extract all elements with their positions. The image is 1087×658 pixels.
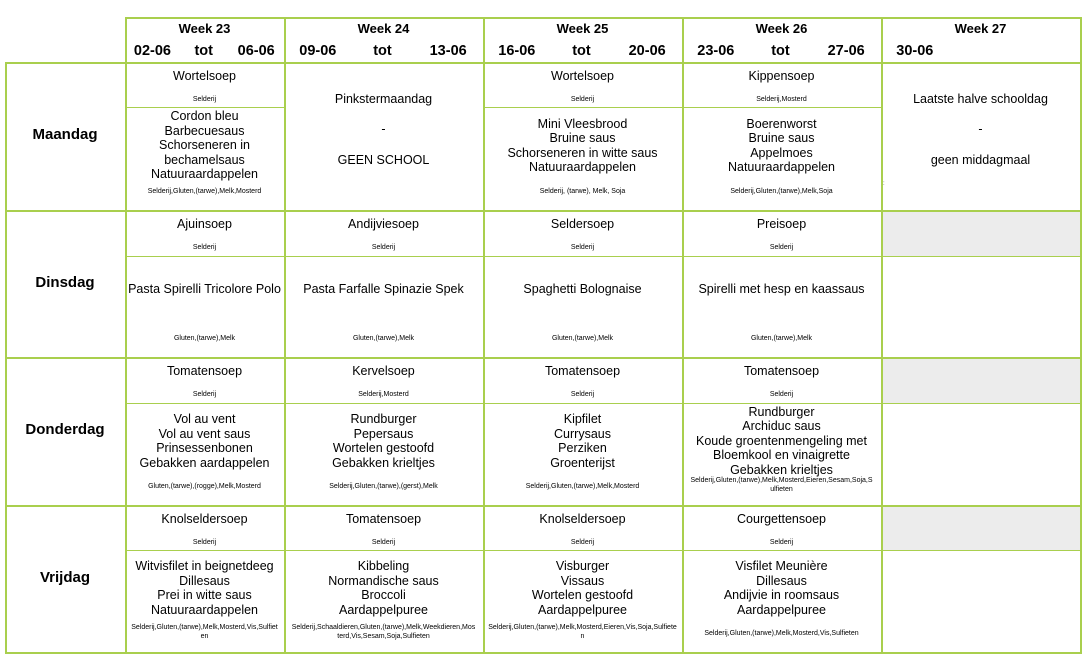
main-allergens: Gluten,(tarwe),Melk: [551, 335, 614, 342]
main-allergens: Selderij, (tarwe), Melk, Soja: [539, 188, 626, 195]
cell-divider: [881, 403, 1080, 404]
cell-divider: [483, 107, 682, 108]
day-label: Donderdag: [25, 421, 105, 438]
soup-allergens: Selderij: [570, 244, 595, 251]
main-dish-line: Gebakken krieltjes: [332, 455, 435, 470]
week-start-date: 02-06: [133, 43, 171, 59]
week-end-date: 13-06: [429, 43, 467, 59]
main-dish-line: Vol au vent: [173, 412, 236, 426]
main-allergens: Gluten,(tarwe),Melk: [173, 335, 236, 342]
cell-divider: [483, 256, 682, 257]
week-tot-label: tot: [373, 43, 392, 59]
empty-cell-shade: [883, 507, 1080, 550]
day-label: Maandag: [32, 126, 98, 143]
main-allergens: Selderij,Gluten,(tarwe),Melk,Mosterd,Eieren,Sesam,Soja,S: [690, 477, 873, 484]
soup-allergens: Selderij: [192, 391, 217, 398]
main-allergens: en: [200, 633, 209, 640]
main-allergens: Gluten,(tarwe),(rogge),Melk,Mosterd: [148, 483, 261, 490]
main-allergens: ulfieten: [770, 486, 793, 493]
cell-divider: [483, 403, 682, 404]
main-allergens: Selderij,Gluten,(tarwe),Melk,Mosterd: [147, 188, 262, 195]
main-dish-line: Vissaus: [560, 573, 605, 588]
empty-cell-shade: [883, 359, 1080, 403]
cell-divider: [284, 256, 483, 257]
soup-name: Knolseldersoep: [161, 512, 248, 526]
soup-allergens: Selderij: [769, 244, 794, 251]
soup-name: Knolseldersoep: [539, 512, 626, 526]
week-start-date: 09-06: [299, 43, 337, 59]
soup-allergens: Selderij,Mosterd: [358, 391, 409, 398]
soup-name: Tomatensoep: [166, 364, 243, 378]
main-allergens: Selderij,Schaaldieren,Gluten,(tarwe),Melk,Weekdieren,Mos: [291, 624, 476, 631]
soup-name: Tomatensoep: [743, 364, 820, 378]
main-dish-line: Natuuraardappelen: [150, 167, 259, 182]
no-school-note: Pinkstermaandag: [334, 92, 433, 106]
cell-divider: [483, 550, 682, 551]
cell-divider: [284, 550, 483, 551]
cell-divider: [682, 550, 881, 551]
main-dish-line: Groenterijst: [550, 455, 615, 470]
main-dish-line: Bloemkool en vinaigrette: [713, 448, 850, 463]
grid-line: [5, 62, 1082, 64]
main-dish-line: Boerenworst: [746, 116, 817, 131]
soup-name: Wortelsoep: [551, 69, 614, 83]
grid-line: [5, 210, 1082, 212]
main-dish-line: Wortelen gestoofd: [332, 441, 435, 455]
main-dish-line: Currysaus: [554, 426, 611, 441]
main-dish-line: Cordon bleu: [170, 109, 239, 124]
cell-divider: [284, 403, 483, 404]
main-dish-line: Appelmoes: [750, 145, 813, 160]
soup-name: Seldersoep: [550, 217, 615, 231]
grid-line: [1080, 17, 1082, 654]
main-dish-line: Archiduc saus: [742, 419, 821, 434]
week-title: Week 23: [178, 21, 231, 36]
soup-allergens: Selderij: [769, 391, 794, 398]
grid-line: [125, 17, 1082, 19]
main-dish-line: Prinsessenbonen: [156, 441, 253, 455]
soup-name: Tomatensoep: [544, 364, 621, 378]
week-start-date: 16-06: [498, 43, 536, 59]
cell-divider: [682, 107, 881, 108]
empty-cell-shade: [883, 212, 1080, 256]
main-dish-line: Spirelli met hesp en kaassaus: [698, 282, 865, 296]
soup-name: Courgettensoep: [737, 512, 826, 526]
grid-line: [5, 652, 1082, 654]
main-dish-line: Kibbeling: [357, 559, 410, 573]
main-dish-line: Kipfilet: [563, 412, 602, 426]
main-dish-line: Visfilet Meunière: [735, 559, 828, 573]
main-dish-line: Perziken: [558, 441, 607, 455]
cell-divider: [125, 107, 284, 108]
cell-divider: [125, 403, 284, 404]
soup-name: Preisoep: [756, 217, 807, 231]
main-allergens: Selderij,Gluten,(tarwe),Melk,Mosterd: [525, 483, 640, 490]
week-tot-label: tot: [572, 43, 591, 59]
main-dish-line: Dillesaus: [179, 573, 230, 588]
main-allergens: Selderij,Gluten,(tarwe),Melk,Mosterd,Eieren,Vis,Soja,Sulfiete: [488, 624, 677, 631]
no-school-note: -: [978, 122, 983, 136]
main-dish-line: Witvisfilet in beignetdeeg: [135, 559, 274, 573]
main-dish-line: Schorseneren in witte saus: [507, 145, 658, 160]
week-tot-label: tot: [194, 43, 213, 59]
soup-allergens: Selderij: [570, 391, 595, 398]
main-allergens: terd,Vis,Sesam,Soja,Sulfieten: [337, 633, 430, 640]
main-dish-line: Natuuraardappelen: [727, 160, 836, 174]
week-title: Week 25: [556, 21, 609, 36]
soup-name: Kervelsoep: [352, 364, 415, 378]
soup-allergens: Selderij: [192, 539, 217, 546]
main-dish-line: Bruine saus: [748, 131, 815, 145]
main-dish-line: Pasta Farfalle Spinazie Spek: [303, 282, 464, 296]
main-dish-line: Rundburger: [748, 404, 815, 419]
main-allergens: Selderij,Gluten,(tarwe),Melk,Mosterd,Vis,Sulfieten: [704, 630, 859, 637]
main-allergens: Selderij,Gluten,(tarwe),(gerst),Melk: [329, 483, 438, 490]
main-dish-line: Aardappelpuree: [538, 602, 627, 617]
soup-allergens: Selderij: [570, 539, 595, 546]
soup-allergens: Selderij: [769, 539, 794, 546]
main-dish-line: Barbecuesaus: [164, 123, 245, 138]
main-dish-line: Andijvie in roomsaus: [723, 588, 840, 602]
main-dish-line: bechamelsaus: [164, 152, 245, 167]
soup-name: Wortelsoep: [173, 69, 236, 83]
cell-divider: [125, 550, 284, 551]
main-dish-line: Pepersaus: [353, 426, 414, 441]
main-dish-line: Aardappelpuree: [339, 602, 428, 617]
week-start-date: 23-06: [697, 43, 735, 59]
main-allergens: Selderij,Gluten,(tarwe),Melk,Soja: [730, 188, 833, 195]
main-dish-line: Natuuraardappelen: [528, 160, 637, 174]
week-title: Week 27: [954, 21, 1007, 36]
soup-allergens: Selderij: [371, 539, 396, 546]
main-dish-line: Normandische saus: [328, 573, 439, 588]
main-allergens: Gluten,(tarwe),Melk: [750, 335, 813, 342]
main-dish-line: Pasta Spirelli Tricolore Polo: [128, 282, 281, 296]
week-tot-label: tot: [771, 43, 790, 59]
week-title: Week 26: [755, 21, 808, 36]
no-school-note: GEEN SCHOOL: [337, 153, 430, 167]
soup-allergens: Selderij,Mosterd: [756, 96, 807, 103]
cell-divider: [881, 256, 1080, 257]
week-end-date: 06-06: [237, 43, 275, 59]
main-dish-line: Aardappelpuree: [737, 602, 826, 617]
main-dish-line: Dillesaus: [756, 573, 807, 588]
main-dish-line: Wortelen gestoofd: [531, 588, 634, 602]
grid-line: [5, 505, 1082, 507]
main-dish-line: Prei in witte saus: [157, 588, 252, 602]
no-school-note: -: [381, 122, 386, 136]
main-dish-line: Spaghetti Bolognaise: [523, 282, 642, 296]
no-school-note: geen middagmaal: [930, 153, 1031, 167]
soup-allergens: Selderij: [192, 244, 217, 251]
week-end-date: 27-06: [827, 43, 865, 59]
cell-divider: [682, 256, 881, 257]
main-dish-line: Koude groentenmengeling met: [696, 433, 867, 448]
soup-allergens: Selderij: [192, 96, 217, 103]
main-allergens: Gluten,(tarwe),Melk: [352, 335, 415, 342]
day-label: Dinsdag: [35, 273, 95, 291]
soup-allergens: Selderij: [570, 96, 595, 103]
soup-name: Tomatensoep: [345, 512, 422, 526]
week-title: Week 24: [357, 21, 410, 36]
main-dish-line: Schorseneren in: [158, 138, 251, 153]
main-dish-line: Bruine saus: [549, 131, 616, 145]
cell-divider: [125, 256, 284, 257]
main-allergens: Selderij,Gluten,(tarwe),Melk,Mosterd,Vis,Sulfiet: [131, 624, 278, 631]
soup-name: Andijviesoep: [348, 217, 419, 231]
week-start-date: 30-06: [896, 43, 934, 59]
week-end-date: 20-06: [628, 43, 666, 59]
no-school-note: Laatste halve schooldag: [913, 92, 1048, 106]
soup-name: Ajuinsoep: [177, 217, 232, 231]
day-label: Vrijdag: [39, 568, 91, 586]
main-dish-line: Broccoli: [361, 588, 406, 602]
soup-name: Kippensoep: [748, 69, 815, 83]
grid-line: [881, 17, 883, 654]
soup-allergens: Selderij: [371, 244, 396, 251]
main-dish-line: Gebakken aardappelen: [139, 455, 270, 470]
grid-line: [5, 357, 1082, 359]
main-dish-line: Gebakken krieltjes: [730, 462, 833, 477]
main-dish-line: Natuuraardappelen: [150, 602, 259, 617]
main-dish-line: Mini Vleesbrood: [537, 116, 628, 131]
main-dish-line: Visburger: [555, 559, 610, 573]
main-allergens: n: [580, 633, 585, 640]
cell-divider: [881, 550, 1080, 551]
main-dish-line: Rundburger: [350, 412, 417, 426]
main-dish-line: Vol au vent saus: [158, 426, 251, 441]
stray-mark: :: [883, 181, 885, 187]
